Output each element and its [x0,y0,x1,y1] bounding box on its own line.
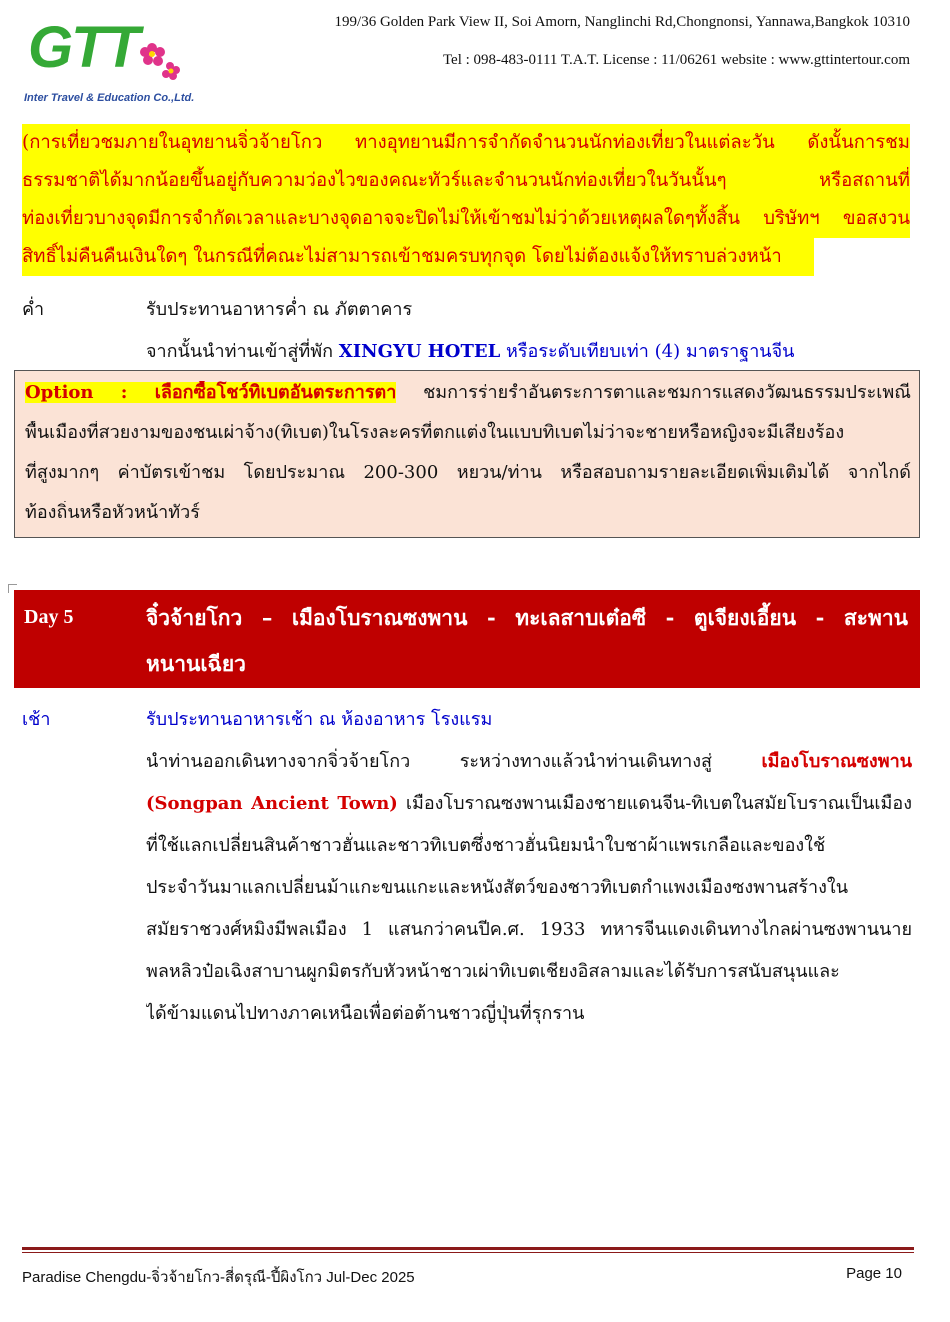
day-banner [14,590,920,688]
breakfast-row [0,704,950,730]
hotel-suffix: หรือระดับเทียบเท่า (4) มาตราฐานจีน [505,341,795,362]
dinner-meal: รับประทานอาหารค่ำ ณ ภัตตาคาร [146,299,413,320]
option-text: ชมการร่ายรำอันตระการตาและชมการแสดงวัฒนธรรมประเพณี [396,382,911,403]
dinner-row [0,294,950,320]
notice-line: (การเที่ยวชมภายในอุทยานจิ่วจ้ายโกว ทางอุทยานมีการจำกัดจำนวนนักท่องเที่ยวในแต่ละวัน ดังนั้นการชม [22,124,910,162]
option-box [14,370,920,538]
option-line: ท้องถิ่นหรือหัวหน้าทัวร์ [25,502,200,523]
breakfast-meal: รับประทานอาหารเช้า ณ ห้องอาหาร โรงแรม [146,709,493,730]
morning-label: เช้า [22,709,51,730]
notice-line: ธรรมชาติได้มากน้อยขึ้นอยู่กับความว่องไวของคณะทัวร์และจำนวนนักท่องเที่ยวในวันนั้นๆ หรือสถานที่ [22,162,910,200]
itinerary-text: นำท่านออกเดินทางจากจิ่วจ้ายโกว ระหว่างทางแล้วนำท่านเดินทางสู่ [146,751,762,772]
day-title: จิ๋วจ้ายโกว – เมืองโบราณซงพาน - ทะเลสาบเต๋อซี - ตูเจียงเอี้ยน - สะพาน [146,605,908,630]
logo-subtitle: Inter Travel & Education Co.,Ltd. [24,92,195,104]
flower-icon [132,34,182,84]
dinner-label: ค่ำ [22,299,45,320]
itinerary-line [146,788,912,817]
footer-rule [22,1247,914,1250]
company-address: 199/36 Golden Park View II, Soi Amorn, Nanglinchi Rd,Chongnonsi, Yannawa,Bangkok 10310 [334,14,910,30]
songpan-name: เมืองโบราณซงพาน [761,751,912,772]
notice-line: สิทธิ์ไม่คืนคืนเงินใดๆ ในกรณีที่คณะไม่สามารถเข้าชมครบทุกจุด โดยไม่ต้องแจ้งให้ทราบล่วงหน้า [22,238,814,276]
park-notice [22,124,912,276]
itinerary-line [146,746,912,775]
day-label: Day 5 [24,606,74,628]
company-contact: Tel : 098-483-0111 T.A.T. License : 11/06261 website : www.gttintertour.com [442,52,910,68]
option-line: พื้นเมืองที่สวยงามของชนเผ่าจ้าง(ทิเบต)ในโรงละครที่ตกแต่งในแบบทิเบตไม่ว่าจะชายหรือหญิงจะมีเสียงร้อง [25,422,845,443]
hotel-name: XINGYU HOTEL [338,341,501,362]
option-line: ที่สูงมากๆ ค่าบัตรเข้าชม โดยประมาณ 200-300 หยวน/ท่าน หรือสอบถามรายละเอียดเพิ่มเติมได้ จากไกด์ [25,462,911,483]
songpan-english: (Songpan Ancient Town) [146,793,398,814]
notice-line: ท่องเที่ยวบางจุดมีการจำกัดเวลาและบางจุดอาจจะปิดไม่ให้เข้าชมไม่ว่าด้วยเหตุผลใดๆทั้งสิ้น บริษัทฯ ขอสงวน [22,200,910,238]
option-title: Option : เลือกซื้อโชว์ทิเบตอันตระการตา [25,382,397,403]
itinerary-line: พลหลิวป๋อเฉิงสาบานผูกมิตรกับหัวหน้าชาวเผ่าทิเบตเชียงอิสลามและได้รับการสนับสนุนและ [146,961,840,982]
itinerary-line: สมัยราชวงศ์หมิงมีพลเมือง 1 แสนกว่าคนปีค.ศ. 1933 ทหารจีนแดงเดินทางไกลผ่านซงพานนาย [146,919,912,940]
logo-text: GTT [28,15,138,80]
itinerary-line: ที่ใช้แลกเปลี่ยนสินค้าชาวฮั่นและชาวทิเบตซึ่งชาวฮั่นนิยมนำใบชาผ้าแพรเกลือและของใช้ [146,835,826,856]
day-title-cont: หนานเฉียว [146,651,246,676]
footer-tour-name: Paradise Chengdu-จิ่วจ้ายโกว-สี่ดรุณี-ปี้ผิงโกว Jul-Dec 2025 [22,1269,415,1286]
company-logo [20,14,195,110]
hotel-prefix: จากนั้นนำท่านเข้าสู่ที่พัก [146,341,334,362]
itinerary-line: ประจำวันมาแลกเปลี่ยนม้าแกะขนแกะและหนังสัตว์ของชาวทิเบตกำแพงเมืองซงพานสร้างใน [146,877,849,898]
itinerary-line: ได้ข้ามแดนไปทางภาคเหนือเพื่อต่อต้านชาวญี่ปุ่นที่รุกราน [146,1003,585,1024]
option-line [25,381,911,405]
hotel-line [146,336,794,365]
footer-rule [22,1252,914,1253]
itinerary-text: เมืองโบราณซงพานเมืองชายแดนจีน-ทิเบตในสมัยโบราณเป็นเมือง [397,793,912,814]
page-number: Page 10 [846,1265,902,1282]
